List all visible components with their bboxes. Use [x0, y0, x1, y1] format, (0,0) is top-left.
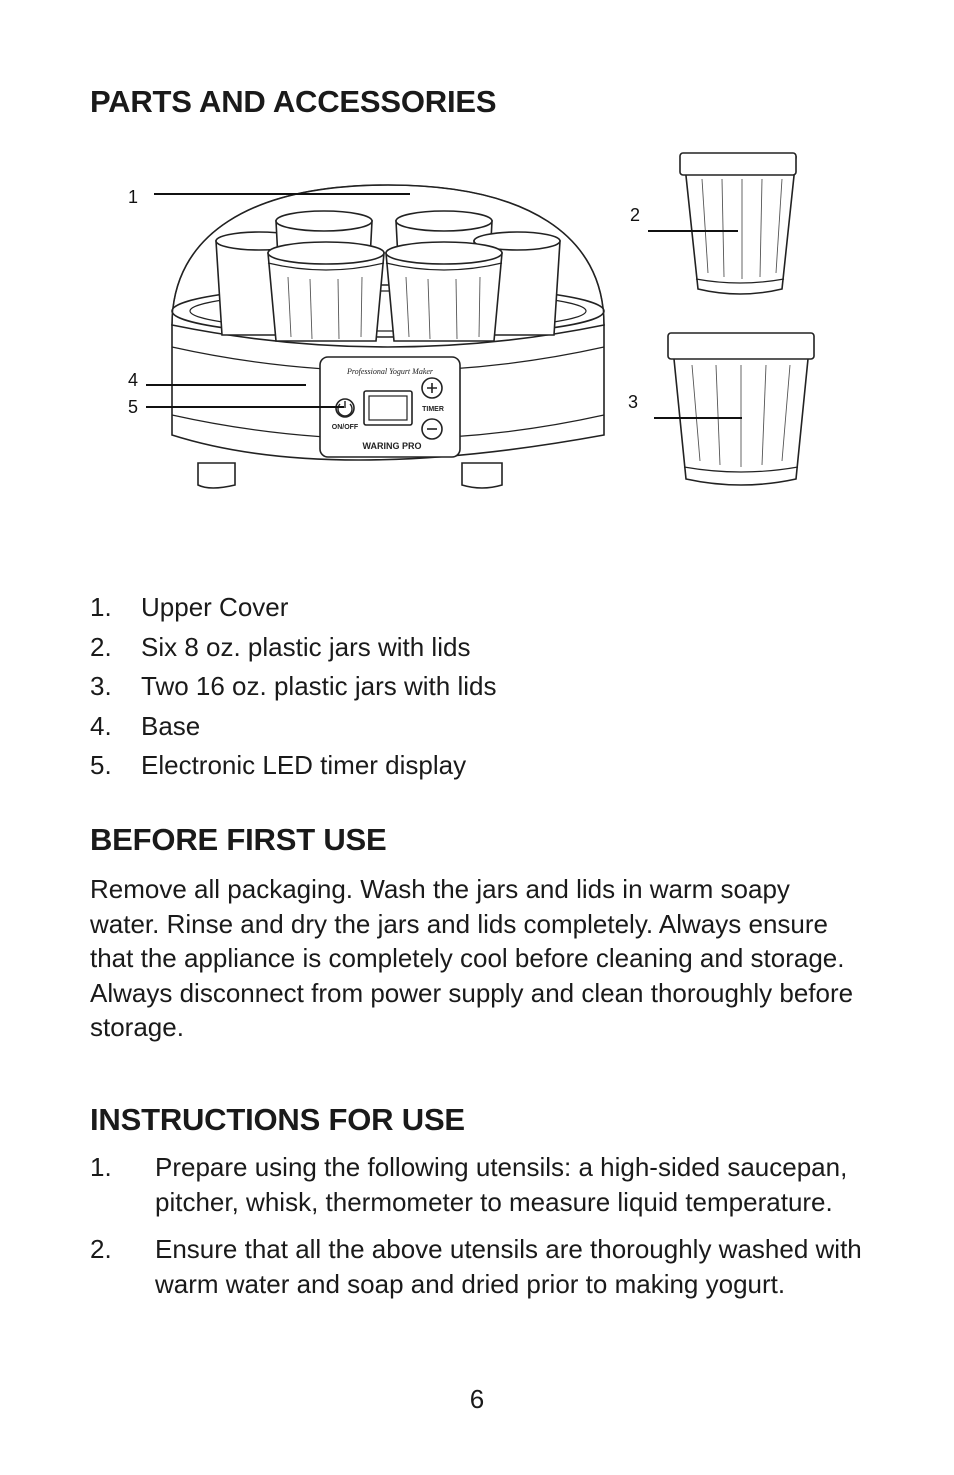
before-first-use-paragraph: Remove all packaging. Wash the jars and lids in warm soapy water. Rinse and dry the jars and lids completely. Always ensure that the appliance is completely cool before cleaning and storage. Always disconnect from power supply and clean thoroughly before storage.: [90, 874, 854, 1042]
list-text: Base: [141, 710, 201, 741]
instruction-step: [90, 1232, 870, 1302]
instruction-steps: [90, 1150, 870, 1314]
list-number: 2.: [90, 631, 112, 662]
callout-4: 4: [128, 370, 139, 390]
parts-list-item: [90, 707, 496, 747]
section-title-before-first-use: BEFORE FIRST USE: [90, 822, 387, 857]
parts-list-item: [90, 667, 496, 707]
parts-list: [90, 588, 496, 786]
parts-list-item: [90, 628, 496, 668]
parts-list-item: [90, 588, 496, 628]
parts-list-item: [90, 746, 496, 786]
instruction-step: [90, 1150, 870, 1220]
brand-logo: WARING PRO: [362, 441, 422, 451]
yogurt-maker-diagram: [110, 145, 850, 505]
section-title-parts: PARTS AND ACCESSORIES: [90, 84, 497, 119]
callout-3: 3: [628, 392, 639, 412]
section-title-instructions: INSTRUCTIONS FOR USE: [90, 1102, 465, 1137]
list-number: 1.: [90, 592, 112, 622]
list-text: Six 8 oz. plastic jars with lids: [141, 631, 471, 662]
page-number: 6: [469, 1384, 485, 1414]
list-number: 5.: [90, 750, 112, 780]
yogurt-maker-illustration: [110, 145, 850, 505]
list-number: 4.: [90, 710, 112, 741]
list-text: Two 16 oz. plastic jars with lids: [141, 671, 497, 701]
list-number: 3.: [90, 671, 112, 701]
list-text: Electronic LED timer display: [141, 750, 467, 780]
panel-caption: Professional Yogurt Maker: [346, 367, 434, 376]
step-text: Ensure that all the above utensils are thoroughly washed with warm water and soap and dried prior to making yogurt.: [155, 1234, 862, 1299]
step-number: 1.: [90, 1152, 112, 1182]
callout-2: 2: [630, 205, 641, 225]
callout-1: 1: [128, 187, 139, 207]
panel-timer-label: TIMER: [422, 406, 444, 413]
panel-onoff-label: ON/OFF: [331, 424, 359, 431]
list-text: Upper Cover: [141, 592, 289, 622]
callout-5: 5: [128, 397, 139, 417]
step-number: 2.: [90, 1234, 112, 1264]
step-text: Prepare using the following utensils: a high-sided saucepan, pitcher, whisk, thermometer to measure liquid temperature.: [155, 1152, 848, 1217]
